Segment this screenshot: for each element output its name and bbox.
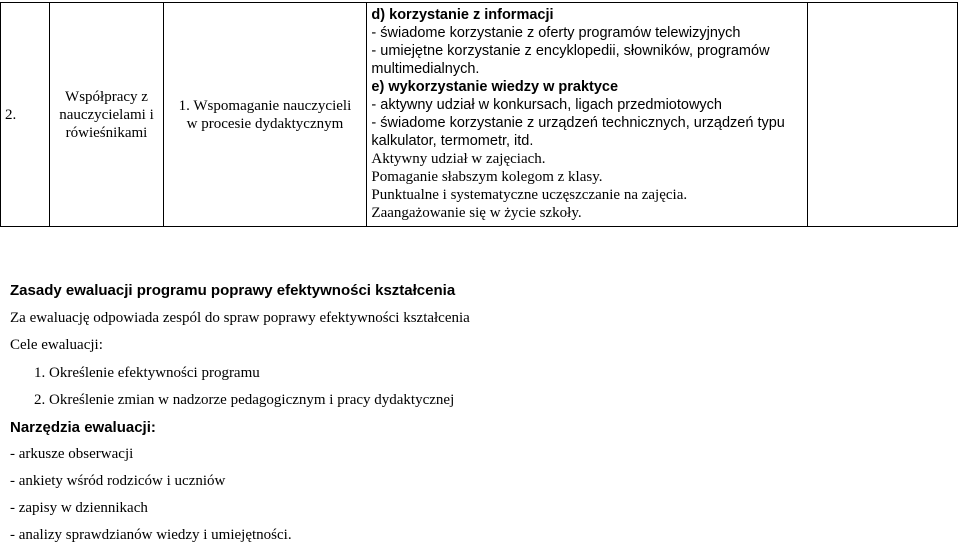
area-line: rówieśnikami bbox=[65, 124, 148, 141]
content-line: Aktywny udział w zajęciach. bbox=[371, 151, 546, 167]
content-cell bbox=[367, 3, 807, 227]
content-line: - świadome korzystanie z oferty programów telewizyjnych bbox=[371, 25, 741, 41]
area-line: nauczycielami i bbox=[59, 106, 154, 123]
content-line: - świadome korzystanie z urządzeń technicznych, urządzeń typu bbox=[371, 115, 785, 131]
content-line: kalkulator, termometr, itd. bbox=[371, 133, 534, 149]
tool-item: - analizy sprawdzianów wiedzy i umiejętności. bbox=[10, 527, 292, 543]
row-number: 2. bbox=[5, 106, 17, 123]
table-row bbox=[1, 3, 958, 227]
tool-item: - ankiety wśród rodziców i uczniów bbox=[10, 473, 226, 489]
content-line: - umiejętne korzystanie z encyklopedii, słowników, programów bbox=[371, 43, 770, 59]
task-line: w procesie dydaktycznym bbox=[186, 115, 344, 132]
goal-item: 1. Określenie efektywności programu bbox=[34, 365, 260, 381]
content-line: d) korzystanie z informacji bbox=[371, 7, 554, 23]
row-number-cell bbox=[1, 3, 50, 227]
content-line: e) wykorzystanie wiedzy w praktyce bbox=[371, 79, 619, 95]
task-line: 1. Wspomaganie nauczycieli bbox=[178, 97, 352, 114]
content-line: Punktualne i systematyczne uczęszczanie na zajęcia. bbox=[371, 187, 688, 203]
program-table bbox=[0, 2, 958, 227]
content-line: Pomaganie słabszym kolegom z klasy. bbox=[371, 169, 603, 185]
tool-item: - zapisy w dziennikach bbox=[10, 500, 148, 516]
goal-item: 2. Określenie zmian w nadzorze pedagogicznym i pracy dydaktycznej bbox=[34, 392, 455, 408]
content-line: multimedialnych. bbox=[371, 61, 480, 77]
area-cell bbox=[50, 3, 163, 227]
goals-label: Cele ewaluacji: bbox=[10, 337, 103, 353]
area-line: Współpracy z bbox=[65, 88, 148, 105]
tools-label: Narzędzia ewaluacji: bbox=[10, 419, 156, 436]
evaluation-responsible: Za ewaluację odpowiada zespól do spraw poprawy efektywności kształcenia bbox=[10, 310, 470, 326]
content-line: - aktywny udział w konkursach, ligach przedmiotowych bbox=[371, 97, 722, 113]
empty-cell bbox=[807, 3, 957, 227]
task-cell bbox=[163, 3, 367, 227]
tool-item: - arkusze obserwacji bbox=[10, 446, 134, 462]
evaluation-heading: Zasady ewaluacji programu poprawy efektywności kształcenia bbox=[10, 282, 456, 299]
content-line: Zaangażowanie się w życie szkoły. bbox=[371, 205, 582, 221]
